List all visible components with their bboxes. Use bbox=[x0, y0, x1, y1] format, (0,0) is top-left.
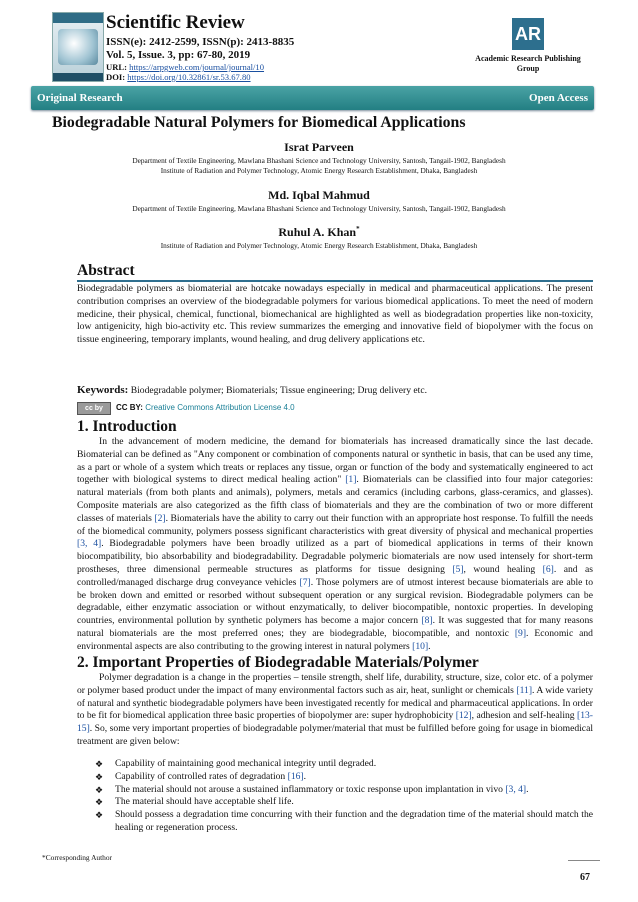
volume-line: Vol. 5, Issue. 3, pp: 67-80, 2019 bbox=[106, 49, 251, 61]
citation-link[interactable]: [11] bbox=[516, 684, 533, 696]
list-item: ❖ Capability of maintaining good mechanical integrity until degraded. bbox=[95, 758, 377, 769]
corresponding-author-note: *Corresponding Author bbox=[42, 853, 113, 862]
bullet-icon: ❖ bbox=[95, 784, 104, 795]
section-heading-introduction: 1. Introduction bbox=[77, 418, 177, 435]
journal-title: Scientific Review bbox=[106, 12, 245, 33]
abstract-text: Biodegradable polymers as biomaterial are hotcake nowadays especially in medical and pharmaceutical applications. The present contribution comprises an overview of the biodegradable polymers for various biomedical applications. To meet the need of modern medicine, their physical, chemical, functional, biomechanical are highlighted as well as biodegradation properties like non-toxicity, low antigenicity, high bio-activity etc. This review summarizes the emerging and innovative field of biopolymer with the focus on tissue engineering, temporary implants, wound healing, and drug delivery applications etc. bbox=[77, 283, 593, 346]
introduction-paragraph: In the advancement of modern medicine, the demand for biomaterials has increased dramatically since the last decade. Biomaterial can be defined as "Any component or combination of components natural or synthetic in basis, that can be used any time, as a part or whole of a system which treats or replaces any tissue, organ or function of the body and systematically engineered to act together with biological systems to direct medical healing action" [1]. Biomaterials can be classified into four major categories: natural materials (from both plants and animals), polymers, metals and ceramics (including carbons, glass-ceramics, and glasses). Composite materials are also categorized as the fifth class of biomaterials and they are the combination of two or more different classes of materials [2]. Biomaterials have the ability to carry out their function with an appropriate host response. To fulfill the needs of the biomedical community, polymers possess significant characteristics with great diversity of physical and mechanical properties [3, 4]. Biodegradable polymers have been broadly utilized as a part of biomedical applications in terms of their known biocompatibility, bio absorbability and biodegradability. Degradable polymeric biomaterials are now used intensely for short-term prostheses, three dimensional permeable structures as platforms for tissue designing [5], wound healing [6]. and as controlled/managed discharge drug conveyance vehicles [7]. Those polymers are of utmost interest because biomaterials are able to be broken down and emitted or resorbed without subsequent operation or any surgical revision. Biodegradable polymers can be degradable, either enzymatic association or without enzymatically, to deliver biocompatible, nontoxic properties. In developing countries, environmental pollution by synthetic polymers has become a major concern [8]. It was suggested that for many reasons natural biomaterials are the most preferred ones; they are biodegradable, biocompatible, and nontoxic [9]. Economic and environmental aspects are also contributing to the growing interest in natural polymers [10]. bbox=[77, 436, 594, 652]
publisher-name: Academic Research Publishing Group bbox=[475, 54, 581, 73]
author-affiliation: Department of Textile Engineering, Mawlana Bhashani Science and Technology University, Santosh, Tangail-1902, Bangladesh bbox=[132, 204, 506, 213]
issn-line: ISSN(e): 2412-2599, ISSN(p): 2413-8835 bbox=[106, 36, 295, 48]
citation-link[interactable]: [10] bbox=[412, 640, 429, 652]
footer-rule bbox=[568, 860, 600, 861]
corresponding-mark: * bbox=[356, 225, 360, 233]
page-number: 67 bbox=[580, 872, 590, 883]
author-name: Israt Parveen bbox=[284, 140, 354, 154]
list-item: ❖ Capability of controlled rates of degradation [16]. bbox=[95, 770, 307, 782]
citation-link[interactable]: [12] bbox=[455, 710, 472, 722]
license-line: CC BY: Creative Commons Attribution License 4.0 bbox=[116, 403, 295, 412]
url-line: URL: https://arpgweb.com/journal/journal/10 bbox=[106, 62, 265, 72]
publisher-logo: AR bbox=[512, 18, 544, 50]
bullet-icon: ❖ bbox=[95, 759, 104, 769]
abstract-rule bbox=[77, 280, 593, 282]
doi-link[interactable]: https://doi.org/10.32861/sr.53.67.80 bbox=[127, 72, 251, 82]
cc-by-badge-icon[interactable]: cc by bbox=[77, 402, 111, 415]
bullet-icon: ❖ bbox=[95, 810, 104, 821]
citation-link[interactable]: [1] bbox=[345, 474, 357, 486]
citation-link[interactable]: [5] bbox=[452, 563, 464, 575]
list-item: ❖ The material should have acceptable shelf life. bbox=[95, 796, 294, 808]
journal-header bbox=[0, 0, 638, 82]
author-name: Ruhul A. Khan* bbox=[278, 225, 360, 239]
journal-url-link[interactable]: https://arpgweb.com/journal/journal/10 bbox=[129, 62, 265, 72]
article-type-label: Original Research bbox=[37, 92, 123, 104]
open-access-label: Open Access bbox=[529, 92, 588, 104]
citation-link[interactable]: [7] bbox=[299, 576, 311, 588]
keywords-line: Keywords: Biodegradable polymer; Biomaterials; Tissue engineering; Drug delivery etc. bbox=[77, 384, 428, 396]
citation-link[interactable]: [8] bbox=[421, 615, 433, 627]
article-title: Biodegradable Natural Polymers for Biomedical Applications bbox=[52, 114, 466, 131]
article-type-banner bbox=[31, 86, 594, 110]
license-link[interactable]: Creative Commons Attribution License 4.0 bbox=[145, 403, 295, 412]
bullet-icon: ❖ bbox=[95, 771, 104, 782]
author-affiliation: Institute of Radiation and Polymer Technology, Atomic Energy Research Establishment, Dhaka, Bangladesh bbox=[160, 166, 478, 175]
journal-cover-thumbnail bbox=[52, 12, 104, 82]
citation-link[interactable]: [3, 4] bbox=[77, 538, 102, 550]
bullet-icon: ❖ bbox=[95, 797, 104, 808]
properties-paragraph: Polymer degradation is a change in the properties – tensile strength, shelf life, durability, structure, size, color etc. of a polymer or polymer based product under the impact of many environmental factors such as air, heat, sunlight or chemicals [11]. A wide variety of natural and synthetic biodegradable polymers have been investigated recently for medical and pharmaceutical applications. In order to be fit for biomedical application three basic properties of biopolymer are: super hydrophobicity [12], adhesion and self-healing [13-15]. So, some very important properties of biodegradable polymer/material that must be fulfilled before going for usage in biomedical treatment are given below: bbox=[77, 672, 593, 747]
list-item: ❖ Should possess a degradation time concurring with their function and the degradation time of the material should match the healing or regeneration process. bbox=[95, 809, 593, 833]
citation-link[interactable]: [9] bbox=[514, 627, 527, 639]
citation-link[interactable]: [2] bbox=[154, 512, 166, 524]
keywords: Biodegradable polymer; Biomaterials; Tissue engineering; Drug delivery etc. bbox=[130, 385, 428, 396]
author-affiliation: Department of Textile Engineering, Mawlana Bhashani Science and Technology University, Santosh, Tangail-1902, Bangladesh bbox=[132, 156, 506, 165]
citation-link[interactable]: [13-15] bbox=[77, 710, 593, 735]
list-item: ❖ The material should not arouse a sustained inflammatory or toxic response upon implantation in vivo [3, 4]. bbox=[95, 783, 529, 795]
section-heading-properties: 2. Important Properties of Biodegradable Materials/Polymer bbox=[77, 654, 479, 671]
properties-list bbox=[95, 758, 593, 835]
citation-link[interactable]: [3, 4] bbox=[505, 783, 527, 795]
doi-line: DOI: https://doi.org/10.32861/sr.53.67.80 bbox=[106, 72, 251, 82]
author-affiliation: Institute of Radiation and Polymer Technology, Atomic Energy Research Establishment, Dhaka, Bangladesh bbox=[160, 241, 478, 250]
citation-link[interactable]: [16] bbox=[287, 770, 304, 782]
abstract-heading: Abstract bbox=[77, 262, 135, 279]
author-name: Md. Iqbal Mahmud bbox=[268, 188, 370, 202]
citation-link[interactable]: [6] bbox=[542, 563, 554, 575]
